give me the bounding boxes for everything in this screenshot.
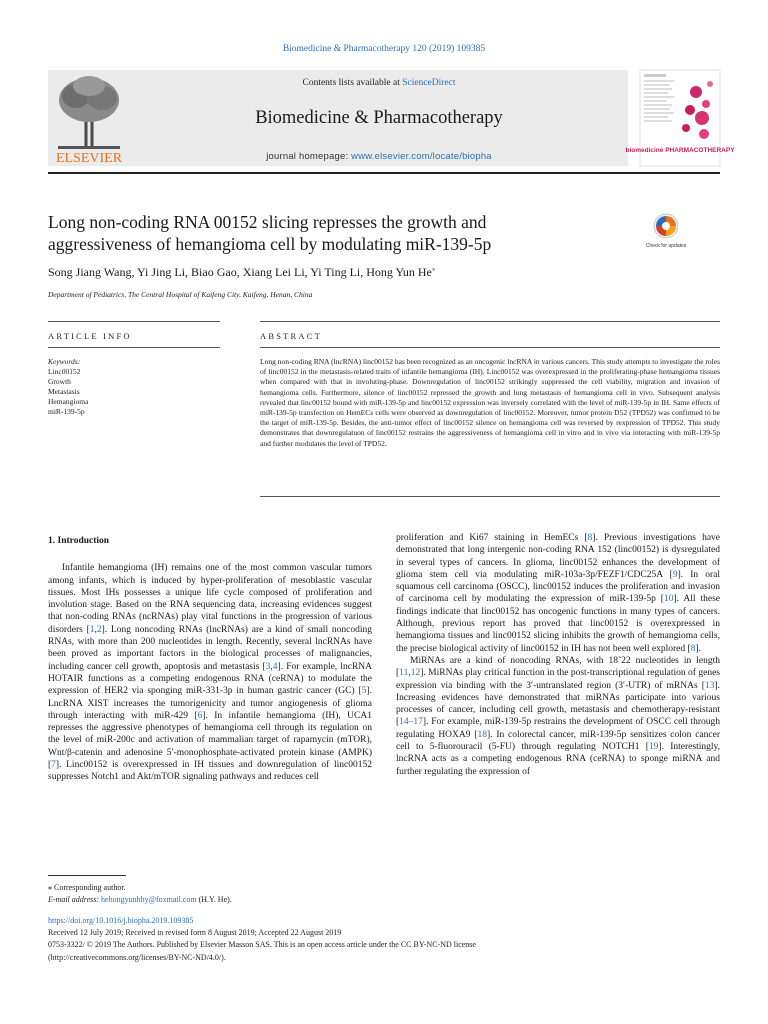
- author-affiliation: Department of Pediatrics, The Central Hospital of Kaifeng City, Kaifeng, Henan, China: [48, 290, 313, 299]
- keyword-item: Linc00152: [48, 367, 81, 376]
- abstract-top-rule: [260, 321, 720, 322]
- paragraph-text: MiRNAs are a kind of noncoding RNAs, with 18˜22 nucleotides in length [: [396, 655, 720, 679]
- email-line: [48, 894, 232, 906]
- intro-paragraph-3: [396, 655, 720, 778]
- article-info-rule: [48, 347, 220, 348]
- paragraph-text: ]. In colorectal cancer, miR-139-5p sensitizes colon cancer cell to 5-fluorouracil (5-FU) through regulating NOTCH1 [: [396, 729, 720, 753]
- citation-link[interactable]: 9: [672, 569, 678, 580]
- abstract-bottom-rule: [260, 496, 720, 497]
- doi-link[interactable]: https://doi.org/10.1016/j.biopha.2019.109385: [48, 916, 194, 925]
- keyword-item: Growth: [48, 377, 71, 386]
- paragraph-text: ]. In infantile hemangioma (IH), UCA1 represses the aggressive phenotypes of hemangioma cell through its regulation on the level of miR-200c and activation of mammalian target of rapamycin (mTOR), Wnt/β-catenin and adenosine 5′-monophosphate-activated protein kinase (AMPK) [: [48, 710, 372, 771]
- contents-available-line: [130, 78, 628, 88]
- keywords-list: [48, 357, 88, 417]
- paragraph-text: ]. Long noncoding RNAs (lncRNAs) are a kind of small noncoding RNAs, with more than 200 nucleotides in length. Recently, several lncRNAs have been proved as important factors in the biological processes of malignancies, including cancer cell growth, apoptosis and metastasis [: [48, 624, 372, 672]
- check-for-updates-badge[interactable]: [645, 212, 687, 258]
- citation-link[interactable]: 18: [477, 729, 487, 740]
- paragraph-text: ]. Linc00152 is overexpressed in IH tissues and downregulation of linc00152 suppresses Notch1 and Akt/mTOR signaling pathways and reduces cell: [48, 760, 372, 783]
- article-title-line-2: aggressiveness of hemangioma cell by modulating miR-139-5p: [48, 234, 492, 254]
- citation-link[interactable]: 6: [197, 710, 203, 721]
- citation-link[interactable]: 8: [587, 533, 593, 543]
- article-title-line-1: Long non-coding RNA 00152 slicing represses the growth and: [48, 212, 487, 232]
- license-url[interactable]: (http://creativecommons.org/licenses/BY-NC-ND/4.0/).: [48, 952, 226, 962]
- citation-link[interactable]: 14–17: [399, 717, 423, 728]
- email-link[interactable]: hehongyunhhy@foxmail.com: [101, 895, 197, 904]
- body-right-column: [396, 532, 720, 778]
- footnote-corresponding: Corresponding author.: [52, 883, 126, 892]
- article-title: [48, 211, 608, 255]
- citation-link[interactable]: 3: [265, 661, 271, 672]
- cover-title-text: biomedicine PHARMACOTHERAPY: [625, 147, 735, 154]
- body-left-column: [48, 535, 372, 784]
- paragraph-text: ,: [408, 668, 411, 679]
- keyword-item: Metastasis: [48, 387, 80, 396]
- citation-link[interactable]: 1: [89, 624, 95, 635]
- header-divider: [48, 172, 720, 174]
- journal-cover-thumbnail: [625, 70, 735, 166]
- intro-paragraph-2: [396, 532, 720, 655]
- citation-link[interactable]: 2: [96, 624, 102, 635]
- paragraph-text: ]. All these findings indicate that linc00152 has oncogenic functions in many types of cancers. Although, previous report has proved that linc00152 is overexpressed in hemangioma tissues and linc00152 slicing inhibits the growth of hemangioma cells, the precise biological activity of linc00152 in IH has not been well explored [: [396, 594, 720, 654]
- keywords-label: Keywords:: [48, 357, 81, 366]
- elsevier-logo-text: ELSEVIER: [55, 151, 123, 166]
- paragraph-text: ,: [94, 624, 97, 635]
- corresponding-author-note: [48, 882, 232, 894]
- article-info-top-rule: [48, 321, 220, 322]
- paragraph-text: Infantile hemangioma (IH) remains one of the most common vascular tumors among infants, which is induced by hyper-proliferation of mesoblastic vascular tissues. Most IHs possesses a unique life cycle composed of proliferation and involution stage. Based on the RNA sequencing data, increasing evidences suggest that non-coding RNAs (ncRNAs) play vital functions in the progression of various disorders [: [48, 563, 372, 635]
- abstract-text: Long non-coding RNA (lncRNA) linc00152 has been recognized as an oncogenic lncRNA in various cancers. This study attempts to investigate the roles of linc00152 in the metastasis-related traits of infantile hemangioma (IH). Linc00152 was overexpressed in the proliferating-phase hemangioma tissues when compared with that in involuting-phase. Downregulation of linc00152 strikingly suppressed the cell viability, migration and invasion of hemangioma cells. Furthermore, silence of linc00152 repressed the growth and lung metastasis of hemangioma cell in vivo. Subsequent analysis revealed that linc00152 bound with miR-139-5p and linc00152 expression was inversely correlated with the level of miR-139-5p in IH. Same effects of miR-139-5p transfection on HemECs cells were observed as downregulation of linc00152. Moreover, tumor protein D52 (TPD52) was confirmed to be the target of miR-139-5p. Besides, the anti-tumor effect of linc00152 silence on hemangioma cell was reversed by rexpression of TPD52. This study demonstrates that downregulatuon of linc00152 restrains the aggressiveness of hemangioma cell in vitro and in vivo via interacting with miR-139-5p and further modulates the level of TPD52.: [260, 357, 720, 448]
- publication-info: [48, 915, 476, 964]
- article-info-heading: ARTICLE INFO: [48, 331, 132, 341]
- paragraph-text: ]. For example, lncRNA HOTAIR functions as a competing endogenous RNA (ceRNA) to modulate the expression of HER2 via sponging miR-331-3p in human gastric cancer (GC) [: [48, 661, 373, 697]
- license-statement: 0753-3322/ © 2019 The Authors. Published by Elsevier Masson SAS. This is an open access article under the CC BY-NC-ND license: [48, 940, 476, 950]
- elsevier-logo: [48, 70, 130, 166]
- footnote-rule: [48, 875, 126, 876]
- paragraph-text: ,: [270, 661, 273, 672]
- keyword-item: Hemangioma: [48, 397, 89, 406]
- journal-reference[interactable]: Biomedicine & Pharmacotherapy 120 (2019) 109385: [282, 44, 486, 54]
- intro-paragraph-1: [48, 562, 372, 783]
- homepage-label: journal homepage:: [266, 151, 352, 162]
- keyword-item: miR-139-5p: [48, 407, 85, 416]
- paragraph-text: ]. Interestingly, lncRNA acts as a competing endogenous RNA (ceRNA) to sponge miRNA and further regulating the expression of: [396, 742, 720, 777]
- citation-link[interactable]: 11: [399, 668, 409, 679]
- paragraph-text: proliferation and Ki67 staining in HemECs [: [396, 533, 588, 543]
- citation-link[interactable]: 13: [704, 680, 715, 691]
- citation-link[interactable]: 10: [663, 594, 674, 605]
- paragraph-text: ]. LncRNA XIST increases the tumorigenicity and tumor angiogenesis of glioma through interacting with miR-429 [: [48, 686, 372, 721]
- paragraph-text: ]. In oral squamous cell carcinoma (OSCC), linc00152 induces the proliferation and invasion of carcinoma cell by modulating the expression of miR-139-5p [: [396, 569, 720, 605]
- citation-link[interactable]: 5: [361, 686, 367, 697]
- citation-link[interactable]: 12: [410, 668, 421, 679]
- citation-link[interactable]: 7: [51, 760, 56, 771]
- contents-prefix: Contents lists available at: [302, 78, 403, 88]
- footnote: [48, 882, 232, 906]
- abstract-rule: [260, 347, 720, 348]
- paragraph-text: ].: [695, 643, 701, 654]
- paragraph-text: ]. For example, miR-139-5p restrains the development of OSCC cell through regulating HOXA9 [: [396, 717, 720, 740]
- received-dates: Received 12 July 2019; Received in revised form 8 August 2019; Accepted 22 August 2019: [48, 928, 342, 938]
- footnote-mark: ⁎: [48, 883, 52, 892]
- citation-link[interactable]: 8: [690, 643, 696, 654]
- paragraph-text: ]. Previous investigations have demonstrated that long intergenic non-coding RNA 152 (linc00152) is dysregulated in several types of cancers. In glioma, linc00152 enhances the development of glioma stem cell via modulating miR-103a-3p/FEZF1/CDC25A [: [396, 533, 720, 580]
- corresponding-author-mark[interactable]: ⁎: [431, 265, 436, 273]
- email-label: E-mail address:: [48, 895, 102, 904]
- abstract-heading: ABSTRACT: [260, 331, 322, 341]
- paragraph-text: ]. MiRNAs play critical function in the post-transcriptional regulation of genes expression via binding with the 3′-untranslated region (3′-UTR) of mRNAs [: [396, 668, 720, 691]
- sciencedirect-link[interactable]: ScienceDirect: [402, 78, 456, 88]
- journal-homepage-line: [130, 151, 628, 162]
- journal-title: Biomedicine & Pharmacotherapy: [255, 108, 503, 128]
- email-suffix: (H.Y. He).: [196, 895, 232, 904]
- paragraph-text: ]. Increasing evidences have demonstrated that miRNAs participate into various processes of cancer, including cell growth, metastasis and chemotherapy-resistant [: [396, 680, 720, 728]
- author-names: Song Jiang Wang, Yi Jing Li, Biao Gao, Xiang Lei Li, Yi Ting Li, Hong Yun He: [48, 265, 432, 279]
- check-updates-label: Check for updates: [645, 243, 687, 249]
- author-list: [48, 265, 435, 280]
- section-heading-introduction: 1. Introduction: [48, 536, 110, 546]
- homepage-link[interactable]: www.elsevier.com/locate/biopha: [351, 151, 492, 162]
- citation-link[interactable]: 19: [648, 742, 659, 753]
- citation-link[interactable]: 4: [272, 661, 278, 672]
